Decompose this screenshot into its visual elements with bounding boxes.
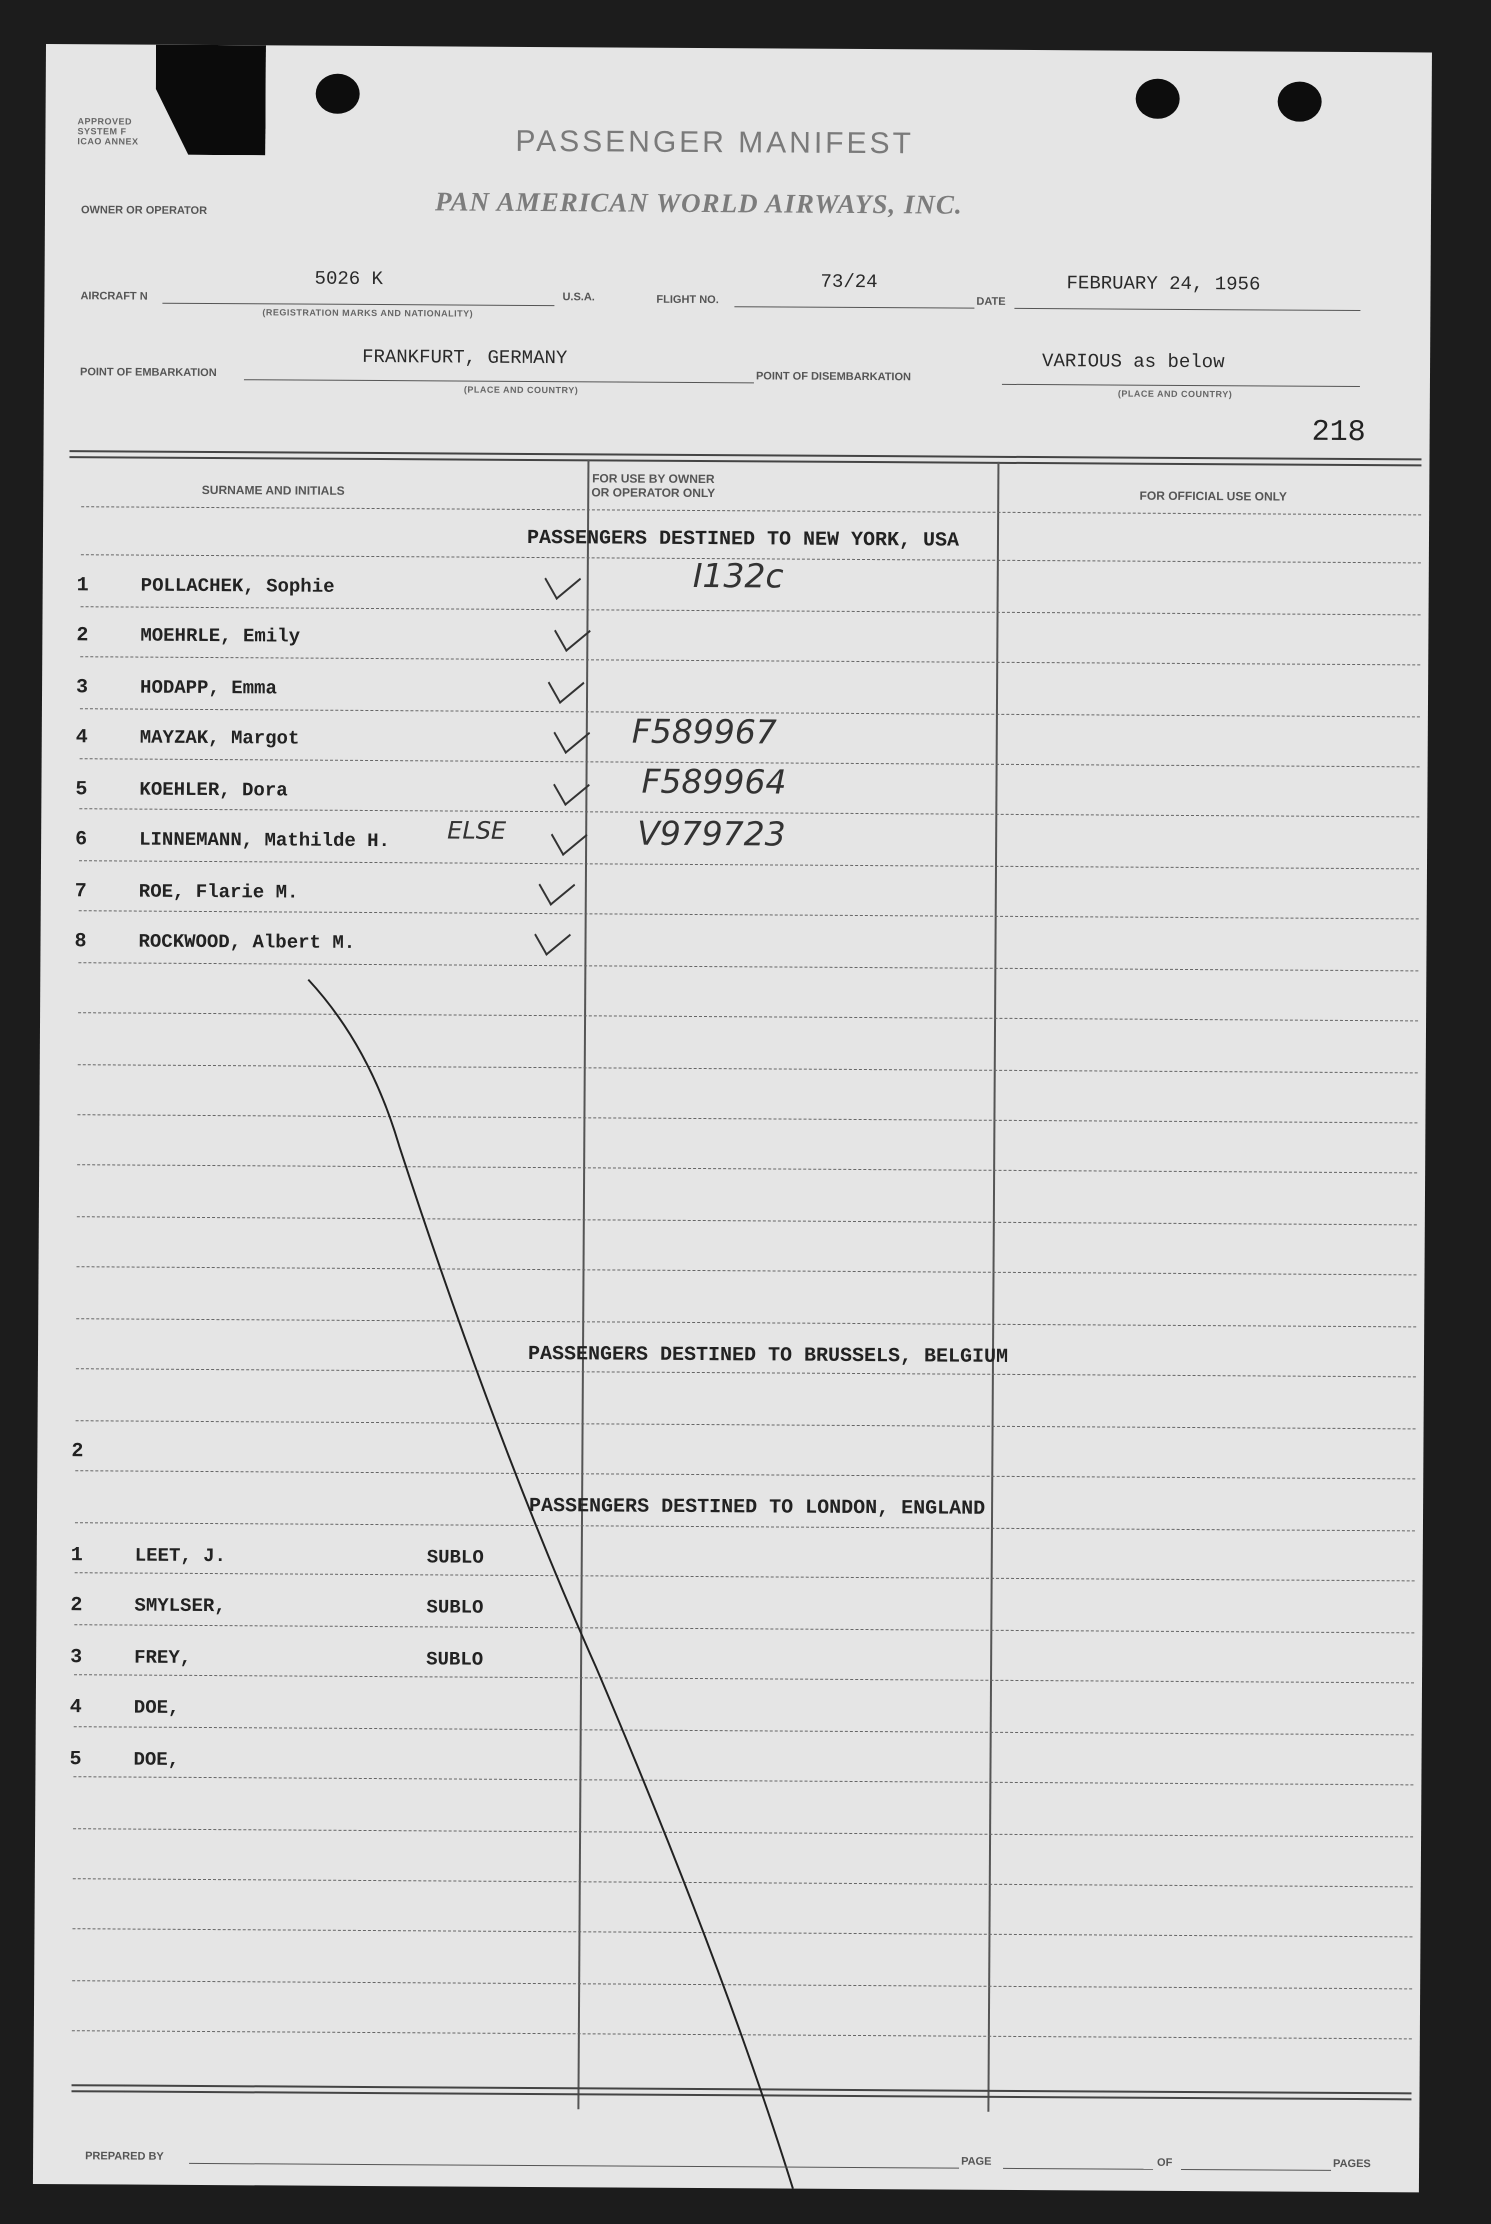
disembarkation-value: VARIOUS as below xyxy=(1042,350,1225,374)
handwritten-note: F589967 xyxy=(631,711,777,752)
passenger-status: SUBLO xyxy=(426,1648,484,1671)
passenger-name: DOE, xyxy=(133,1748,180,1771)
passenger-name: MOEHRLE, Emily xyxy=(140,624,301,648)
row-number: 3 xyxy=(75,676,89,700)
passenger-name: DOE, xyxy=(133,1696,180,1719)
of-label: OF xyxy=(1157,2156,1173,2169)
stamp-line: APPROVED xyxy=(77,116,133,127)
row-number: 2 xyxy=(76,624,89,648)
row-number: 4 xyxy=(69,1696,82,1720)
owner-label: OWNER OR OPERATOR xyxy=(80,204,208,217)
row-number: 1 xyxy=(70,1544,83,1568)
passenger-name: LEET, J. xyxy=(134,1544,227,1568)
page-number: 218 xyxy=(1311,415,1366,451)
flight-label: FLIGHT NO. xyxy=(656,293,719,307)
usa-label: U.S.A. xyxy=(562,291,595,304)
column-header-official: FOR OFFICIAL USE ONLY xyxy=(1139,488,1287,504)
passenger-name: ROE, Flarie M. xyxy=(138,880,299,904)
carrier-name: PAN AMERICAN WORLD AIRWAYS, INC. xyxy=(434,186,963,220)
row-number: 8 xyxy=(74,930,87,954)
row-number: 6 xyxy=(75,828,88,852)
handwritten-note: V979723 xyxy=(637,813,786,854)
registration-note: (REGISTRATION MARKS AND NATIONALITY) xyxy=(262,307,474,319)
flight-number: 73/24 xyxy=(820,270,878,294)
stamp-line: ICAO ANNEX xyxy=(77,136,139,147)
section-heading-new-york: PASSENGERS DESTINED TO NEW YORK, USA xyxy=(526,526,960,553)
passenger-name: KOEHLER, Dora xyxy=(139,778,288,802)
manifest-sheet xyxy=(33,44,1432,2192)
column-header-owner-1: FOR USE BY OWNER xyxy=(592,471,715,487)
pages-label: PAGES xyxy=(1333,2157,1371,2171)
section-heading-brussels: PASSENGERS DESTINED TO BRUSSELS, BELGIUM xyxy=(527,1342,1009,1369)
row-number: 7 xyxy=(74,880,87,904)
disembarkation-label: POINT OF DISEMBARKATION xyxy=(755,370,912,384)
passenger-name: FREY, xyxy=(134,1646,192,1669)
passenger-name: HODAPP, Emma xyxy=(140,676,277,700)
row-number: 1 xyxy=(76,574,89,598)
date-label: DATE xyxy=(976,295,1006,308)
flight-date: FEBRUARY 24, 1956 xyxy=(1066,272,1261,296)
handwritten-annotation: ELSE xyxy=(447,816,507,845)
aircraft-value: 5026 K xyxy=(314,267,384,291)
row-number: 3 xyxy=(70,1646,83,1670)
stamp-line: SYSTEM F xyxy=(77,126,127,137)
embarkation-label: POINT OF EMBARKATION xyxy=(79,366,217,380)
passenger-name: ROCKWOOD, Albert M. xyxy=(138,930,356,954)
page-label: PAGE xyxy=(961,2155,992,2168)
passenger-name: POLLACHEK, Sophie xyxy=(140,574,335,598)
place-note: (PLACE AND COUNTRY) xyxy=(1117,388,1233,400)
handwritten-note: F589964 xyxy=(641,761,787,802)
passenger-name: MAYZAK, Margot xyxy=(139,726,300,750)
place-note: (PLACE AND COUNTRY) xyxy=(463,384,579,396)
row-number: 4 xyxy=(75,726,88,750)
passenger-name: SMYLSER, xyxy=(134,1594,226,1618)
passenger-name: LINNEMANN, Mathilde H. xyxy=(139,828,391,853)
row-number: 5 xyxy=(75,778,88,802)
column-header-owner-2: OR OPERATOR ONLY xyxy=(591,485,716,501)
aircraft-label: AIRCRAFT N xyxy=(80,290,148,303)
row-number: 2 xyxy=(71,1440,84,1464)
embarkation-value: FRANKFURT, GERMANY xyxy=(362,345,568,370)
section-heading-london: PASSENGERS DESTINED TO LONDON, ENGLAND xyxy=(529,1494,986,1521)
handwritten-note: I132c xyxy=(692,555,784,596)
prepared-by-label: PREPARED BY xyxy=(85,2150,164,2163)
form-title: PASSENGER MANIFEST xyxy=(515,124,915,161)
pen-strike-line xyxy=(33,44,1432,2192)
passenger-status: SUBLO xyxy=(426,1546,484,1569)
passenger-status: SUBLO xyxy=(426,1596,484,1619)
row-number: 5 xyxy=(69,1748,82,1772)
column-header-surname: SURNAME AND INITIALS xyxy=(201,482,345,498)
row-number: 2 xyxy=(70,1594,83,1618)
